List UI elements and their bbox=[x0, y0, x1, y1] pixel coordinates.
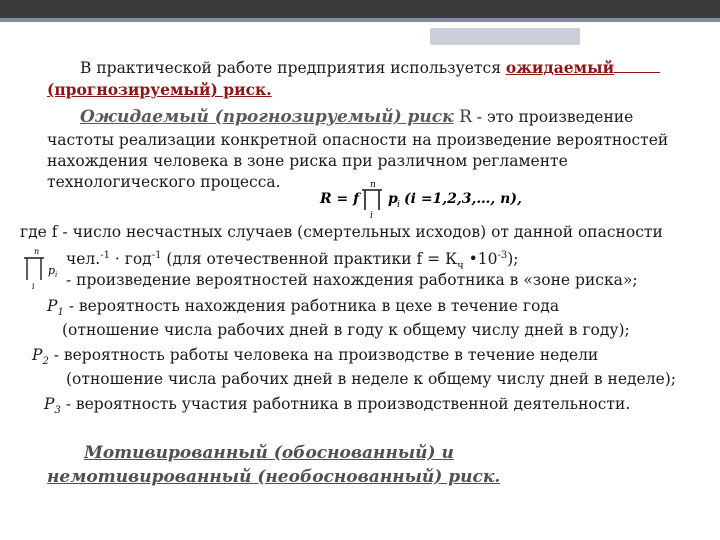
p3-sub: 3 bbox=[54, 405, 61, 417]
units-sup-1: -1 bbox=[100, 250, 110, 261]
units-sup-2: -1 bbox=[151, 250, 162, 261]
product-symbol bbox=[362, 190, 382, 210]
p1-note: (отношение числа рабочих дней в году к общему числу дней в году); bbox=[62, 321, 630, 339]
units-a: чел. bbox=[66, 250, 101, 269]
top-bar bbox=[0, 0, 720, 18]
definition-rest: - это произведение bbox=[471, 108, 634, 126]
definition-line-3: технологического процесса. bbox=[47, 173, 281, 191]
definition-symbol: R bbox=[459, 107, 472, 127]
p2-label: Р bbox=[32, 346, 43, 364]
p2-note: (отношение числа рабочих дней в неделе к общему числу дней в неделе); bbox=[66, 370, 677, 388]
units-c: (для отечественной практики f = К bbox=[161, 250, 458, 269]
p3-label: Р bbox=[44, 395, 55, 413]
units-e: ); bbox=[507, 250, 519, 269]
formula-upper: n bbox=[370, 180, 376, 190]
closing-heading-1: Мотивированный (обоснованный) и bbox=[84, 443, 454, 463]
formula-range: (i =1,2,3,…, n), bbox=[404, 191, 522, 207]
definition-term: Ожидаемый (прогнозируемый) риск bbox=[80, 107, 454, 127]
p1-text: - вероятность нахождения работника в цехе в течение года bbox=[63, 297, 560, 315]
units-d: •10 bbox=[463, 250, 498, 269]
intro-line bbox=[80, 58, 660, 78]
formula-lhs: R = f bbox=[320, 191, 360, 207]
top-bar-stripe bbox=[0, 18, 720, 22]
where-line: где f - число несчастных случаев (смертельных исходов) от данной опасности bbox=[20, 223, 663, 241]
formula-lower: i bbox=[370, 211, 373, 218]
pi-upper: n bbox=[34, 247, 40, 256]
p1-label: Р bbox=[47, 297, 58, 315]
underline-pad bbox=[614, 58, 660, 73]
closing-heading-2: немотивированный (необоснованный) риск. bbox=[47, 467, 501, 487]
p3-line bbox=[44, 394, 630, 421]
units-b: · год bbox=[109, 250, 152, 269]
units-d-sup: -3 bbox=[497, 250, 508, 261]
intro-accent: ожидаемый bbox=[505, 58, 615, 77]
p3-text: - вероятность участия работника в производственной деятельности. bbox=[60, 395, 631, 413]
p2-sub: 2 bbox=[42, 356, 49, 368]
p1-sub: 1 bbox=[57, 307, 64, 319]
slide-title-placeholder bbox=[430, 28, 580, 45]
definition-line-1: частоты реализации конкретной опасности на произведение вероятностей bbox=[47, 131, 669, 149]
intro-accent-2: (прогнозируемый) риск. bbox=[47, 80, 272, 99]
units-c-sub: ч bbox=[457, 260, 464, 272]
definition-line bbox=[80, 106, 633, 128]
definition-line-2: нахождения человека в зоне риска при различном регламенте bbox=[47, 152, 568, 170]
formula-rhs: p bbox=[388, 191, 398, 207]
product-explanation: - произведение вероятностей нахождения работника в «зоне риска»; bbox=[66, 271, 638, 289]
formula-rhs-sub: i bbox=[397, 200, 400, 210]
pi-p: p bbox=[48, 264, 56, 277]
risk-formula bbox=[318, 176, 528, 218]
p2-text: - вероятность работы человека на производстве в течение недели bbox=[48, 346, 599, 364]
product-symbol-small bbox=[20, 244, 62, 290]
pi-lower: i bbox=[32, 282, 35, 290]
pi-p-sub: i bbox=[55, 271, 58, 279]
intro-line-2 bbox=[47, 80, 272, 100]
intro-text: В практической работе предприятия используется bbox=[80, 59, 506, 77]
